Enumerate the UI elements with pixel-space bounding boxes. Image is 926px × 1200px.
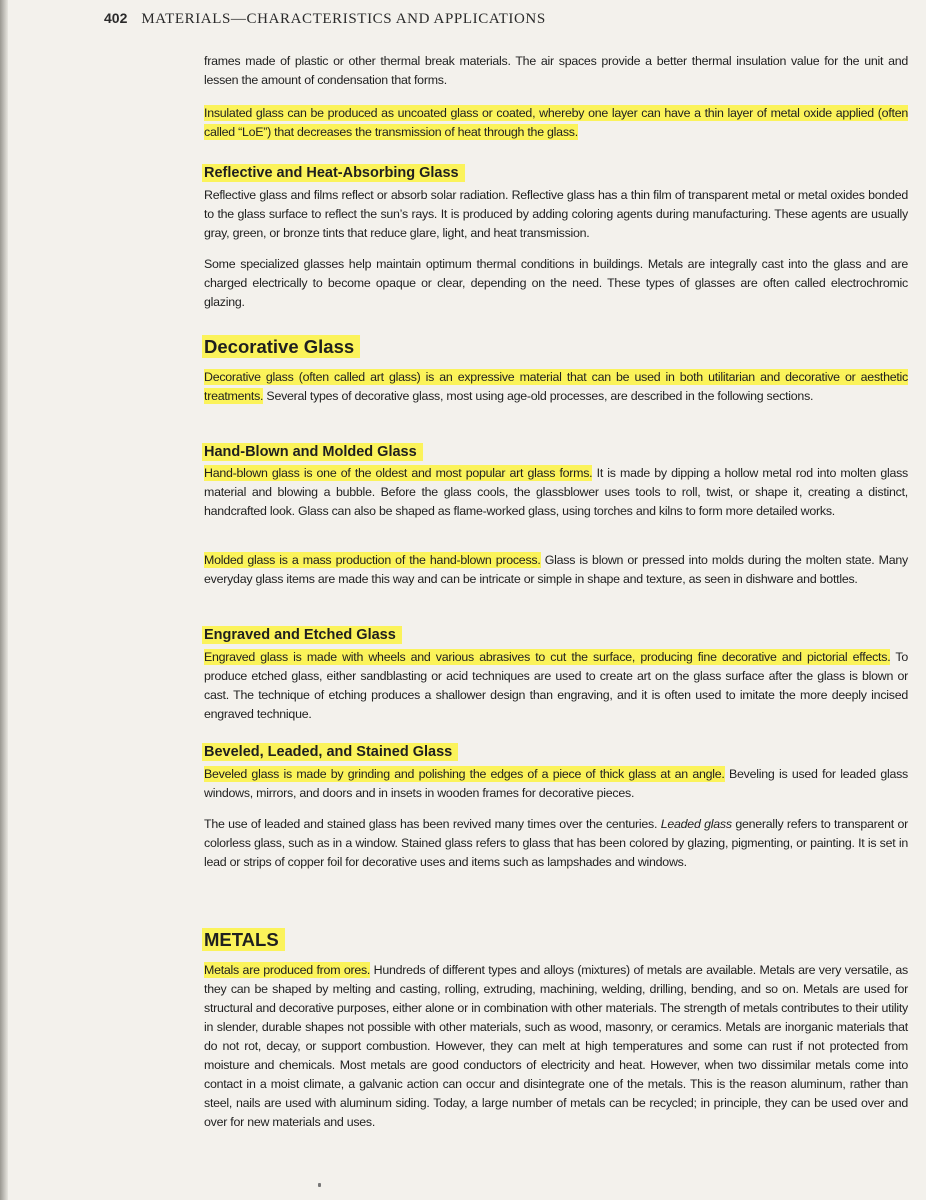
- reflective-paragraph-2: [204, 255, 908, 312]
- metals-text-rest: Hundreds of different types and alloys (mixtures) of metals are available. Metals are very versatile, as they can be shaped by melting and casting, rolling, extruding, machining, welding, drilling, bending, and so on. Metals are used for structural and decorative purposes, either alone or in combination with other materials. The strength of metals contributes to their utility in slender, durable shapes not possible with other materials, such as wood, masonry, or ceramics. Metals are inorganic materials that do not rot, decay, or support combustion. However, they can melt at high temperatures and some can rust if not protected from moisture and chemicals. Most metals are good conductors of electricity and heat. However, when two dissimilar metals come into contact in a moist climate, a galvanic action can occur and disintegrate one of the metals. This is the reason aluminum, rather than steel, nails are used with aluminum siding. Today, a large number of metals can be recycled; in principle, they can be used over and over for new materials and uses.: [204, 963, 908, 1129]
- heading-reflective-glass-text: Reflective and Heat-Absorbing Glass: [202, 164, 465, 182]
- highlight-engraved-glass: Engraved glass is made with wheels and various abrasives to cut the surface, producing fine decorative and pictorial effects.: [204, 650, 891, 664]
- scan-speck: [318, 1183, 321, 1187]
- heading-engraved-glass-text: Engraved and Etched Glass: [202, 626, 402, 644]
- hand-blown-text-rest: It is made by dipping a hollow metal rod into molten glass material and blowing a bubble. Before the glass cools, the glassblower uses tools to roll, twist, or shape it, creating a distinct, handcrafted look. Glass can also be shaped as flame-worked glass, using torches and kilns to form more detailed works.: [204, 466, 908, 518]
- heading-metals-text: METALS: [202, 928, 285, 951]
- highlight-metals: Metals are produced from ores.: [204, 963, 371, 977]
- running-title: MATERIALS—CHARACTERISTICS AND APPLICATIONS: [141, 11, 546, 27]
- heading-decorative-glass-text: Decorative Glass: [202, 335, 360, 358]
- heading-beveled-glass-text: Beveled, Leaded, and Stained Glass: [202, 743, 458, 761]
- heading-reflective-glass: [204, 165, 465, 181]
- molded-paragraph: [204, 551, 908, 589]
- metals-paragraph: [204, 961, 908, 1132]
- highlight-hand-blown-glass: Hand-blown glass is one of the oldest and most popular art glass forms.: [204, 466, 593, 480]
- heading-decorative-glass: [204, 336, 360, 358]
- reflective-text-1: Reflective glass and films reflect or absorb solar radiation. Reflective glass has a thin film of transparent metal or metal oxides bonded to the glass surface to reflect the sun’s rays. It is produced by adding coloring agents during manufacturing. These agents are usually gray, green, or bronze tints that reduce glare, light, and heat transmission.: [204, 188, 908, 240]
- beveled-text-rest: Beveling is used for leaded glass windows, mirrors, and doors and in insets in wooden frames for decorative pieces.: [204, 767, 908, 800]
- page-spine-shadow: [0, 0, 8, 1200]
- beveled-paragraph-1: [204, 765, 908, 803]
- heading-hand-blown-glass-text: Hand-Blown and Molded Glass: [202, 443, 423, 461]
- highlight-beveled-glass: Beveled glass is made by grinding and polishing the edges of a piece of thick glass at an angle.: [204, 767, 725, 781]
- intro-text-1: frames made of plastic or other thermal break materials. The air spaces provide a better thermal insulation value for the unit and lessen the amount of condensation that forms.: [204, 54, 908, 87]
- highlight-decorative-glass: Decorative glass (often called art glass) is an expressive material that can be used in both utilitarian and decorative or aesthetic treatments.: [204, 370, 908, 403]
- engraved-text-rest: To produce etched glass, either sandblasting or acid techniques are used to create art on the glass surface after the glass is blown or cast. The technique of etching produces a shallower design than engraving, and it is often used to imitate the more deeply incised engraved technique.: [204, 650, 908, 721]
- page-number: 402: [104, 10, 128, 26]
- leaded-glass-term: Leaded glass: [660, 817, 732, 831]
- highlight-insulated-glass: Insulated glass can be produced as uncoated glass or coated, whereby one layer can have a thin layer of metal oxide applied (often called “LoE”) that decreases the transmission of heat through the glass.: [204, 106, 908, 139]
- reflective-text-2: Some specialized glasses help maintain optimum thermal conditions in buildings. Metals are integrally cast into the glass and are charged electrically to become opaque or clear, depending on the need. These types of glasses are often called electrochromic glazing.: [204, 257, 908, 309]
- heading-metals: [204, 929, 285, 951]
- decorative-text-rest: Several types of decorative glass, most using age-old processes, are described in the following sections.: [263, 389, 814, 403]
- leaded-text-b: generally refers to transparent or colorless glass, such as in a window. Stained glass refers to glass that has been colored by glazing, pigmenting, or painting. It is set in lead or strips of copper foil for decorative uses and items such as lampshades and windows.: [204, 817, 909, 869]
- intro-paragraph-2: [204, 104, 908, 142]
- molded-text-rest: Glass is blown or pressed into molds during the molten state. Many everyday glass items are made this way and can be intricate or simple in shape and texture, as seen in dishware and bottles.: [204, 553, 908, 586]
- hand-blown-paragraph-1: [204, 464, 908, 521]
- heading-beveled-glass: [204, 744, 458, 760]
- engraved-paragraph: [204, 648, 908, 724]
- decorative-paragraph: [204, 368, 908, 406]
- leaded-text-a: The use of leaded and stained glass has been revived many times over the centuries.: [204, 817, 661, 831]
- heading-engraved-glass: [204, 627, 402, 643]
- leaded-stained-paragraph: [204, 815, 908, 872]
- heading-hand-blown-glass: [204, 444, 423, 460]
- reflective-paragraph-1: [204, 186, 908, 243]
- running-head: [104, 10, 546, 28]
- highlight-molded-glass: Molded glass is a mass production of the hand-blown process.: [204, 553, 541, 567]
- intro-paragraph-1: [204, 52, 908, 90]
